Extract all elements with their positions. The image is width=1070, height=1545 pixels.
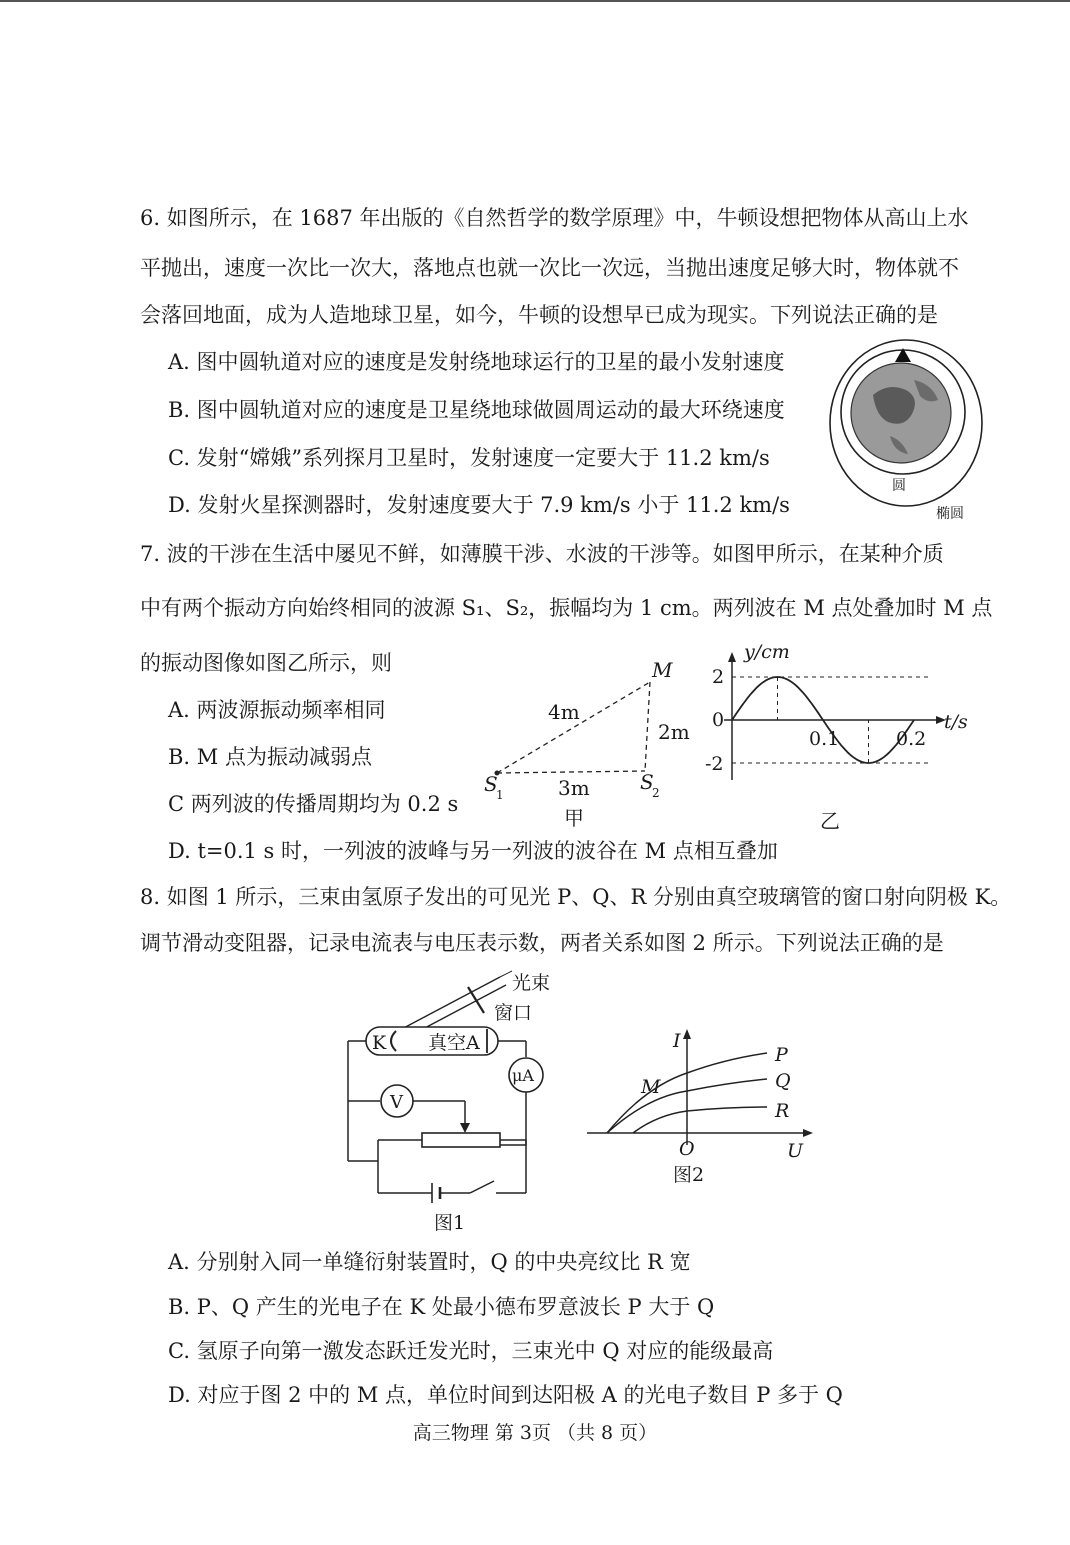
switch-lever [470,1181,494,1193]
q8-fig2-iu-graph [585,1025,825,1195]
q7-fig-yi-chart [700,640,990,835]
ellipse-label: 椭圆 [936,506,964,522]
u-axis-arrow [803,1129,813,1137]
label-R: R [775,1100,790,1122]
q6-option-b: B. 图中圆轨道对应的速度是卫星绕地球做圆周运动的最大环绕速度 [168,398,785,422]
label-d-S2M: 2m [658,720,690,744]
label-S2-sub: 2 [652,786,660,800]
q6-stem-line-2: 平抛出，速度一次比一次大，落地点也就一次比一次远，当抛出速度足够大时，物体就不 [140,256,959,280]
i-axis-arrow [683,1029,691,1039]
q8-option-c: C. 氢原子向第一激发态跃迁发光时，三束光中 Q 对应的能级最高 [168,1339,774,1363]
q8-option-a: A. 分别射入同一单缝衍射装置时，Q 的中央亮纹比 R 宽 [168,1250,691,1274]
label-K: K [372,1032,387,1054]
label-d-S1M: 4m [548,700,580,724]
s1-m-segment [497,682,650,773]
q8-option-b: B. P、Q 产生的光电子在 K 处最小德布罗意波长 P 大于 Q [168,1295,715,1319]
label-S1-sub: 1 [496,788,504,802]
q7-option-a: A. 两波源振动频率相同 [168,698,386,722]
label-voltmeter: V [390,1092,403,1113]
label-U: U [787,1140,804,1162]
q6-option-c: C. 发射“嫦娥”系列探月卫星时，发射速度一定要大于 11.2 km/s [168,446,770,470]
q7-option-b: B. M 点为振动减弱点 [168,745,372,769]
caption-fig1: 图1 [434,1212,466,1234]
q7-fig-jia [480,655,690,835]
beam-line-1 [398,977,500,1031]
q8-fig1-circuit [340,965,570,1235]
caption-yi: 乙 [820,809,840,833]
y-tick-neg2: -2 [705,753,724,775]
q8-option-d: D. 对应于图 2 中的 M 点，单位时间到达阳极 A 的光电子数目 P 多于 Q [168,1383,843,1407]
page-footer: 高三物理 第 3页 （共 8 页） [412,1422,658,1444]
q8-stem-line-2: 调节滑动变阻器，记录电流表与电压表示数，两者关系如图 2 所示。下列说法正确的是 [140,931,944,955]
circle-label: 圆 [892,478,906,494]
label-tube: 真空A [428,1032,480,1054]
label-O: O [679,1138,695,1160]
label-Q: Q [775,1070,791,1092]
label-S1: S [484,772,498,796]
slider-arrow-icon [460,1123,470,1133]
label-I: I [673,1030,681,1052]
q6-stem-line-3: 会落回地面，成为人造地球卫星，如今，牛顿的设想早已成为现实。下列说法正确的是 [140,303,938,327]
q6-option-a: A. 图中圆轨道对应的速度是发射绕地球运行的卫星的最小发射速度 [168,350,785,374]
label-d-S1S2: 3m [558,776,590,800]
label-window: 窗口 [494,1002,533,1024]
y-tick-2: 2 [712,666,725,688]
q6-stem-line-1: 6. 如图所示，在 1687 年出版的《自然哲学的数学原理》中，牛顿设想把物体从高山上水 [140,206,969,230]
label-S2: S [640,770,654,794]
xlabel: t/s [944,711,968,733]
q7-option-d: D. t=0.1 s 时，一列波的波峰与另一列波的波谷在 M 点相互叠加 [168,839,778,863]
rheostat [422,1133,500,1147]
caption-jia: 甲 [564,806,584,830]
label-P: P [775,1044,788,1066]
q7-option-c: C 两列波的传播周期均为 0.2 s [168,792,459,816]
q7-stem-line-3: 的振动图像如图乙所示，则 [140,651,392,675]
s1-s2-segment [497,771,645,773]
caption-fig2: 图2 [673,1164,705,1186]
x-tick-0.1: 0.1 [809,728,840,750]
label-M: M [652,658,673,682]
y-axis-arrow [728,652,736,662]
s2-m-segment [645,682,650,771]
y-tick-0: 0 [712,709,725,731]
ylabel: y/cm [744,641,790,663]
q7-stem-line-1: 7. 波的干涉在生活中屡见不鲜，如薄膜干涉、水波的干涉等。如图甲所示，在某种介质 [140,542,944,566]
curve-R [633,1107,767,1133]
x-tick-0.2: 0.2 [896,728,927,750]
label-beam: 光束 [512,972,551,994]
q7-stem-line-2: 中有两个振动方向始终相同的波源 S₁、S₂，振幅均为 1 cm。两列波在 M 点处叠加时 M 点 [140,596,993,620]
label-M: M [641,1076,661,1098]
q8-stem-line-1: 8. 如图 1 所示，三束由氢原子发出的可见光 P、Q、R 分别由真空玻璃管的窗口射向阴极 K。 [140,885,1012,909]
window-mark [468,987,484,1013]
q6-orbit-figure [828,340,988,525]
page-top-edge [0,0,1070,2]
q6-option-d: D. 发射火星探测器时，发射速度要大于 7.9 km/s 小于 11.2 km/s [168,493,790,517]
label-ammeter: μA [512,1066,534,1085]
